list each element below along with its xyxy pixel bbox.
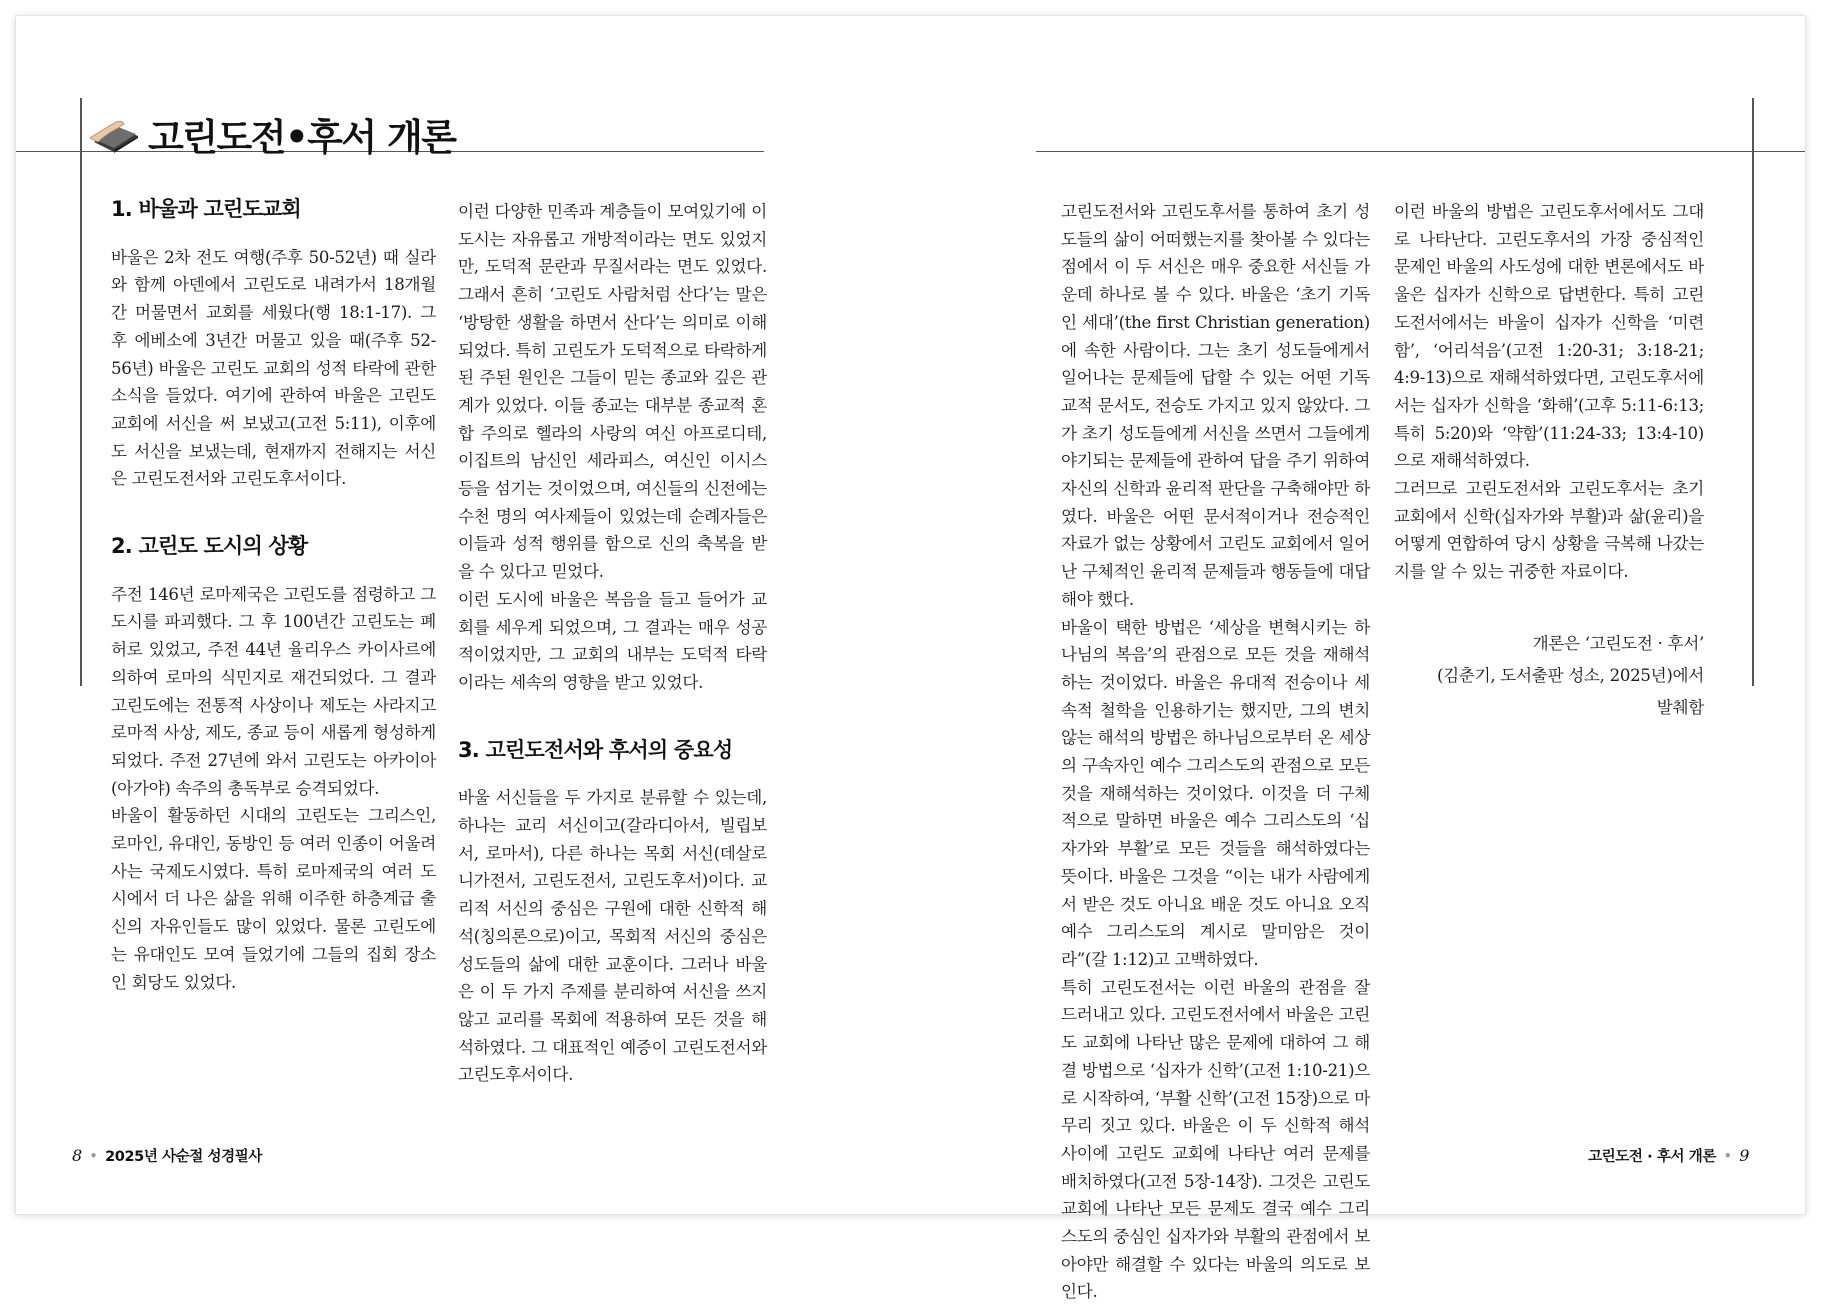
paragraph: 주전 146년 로마제국은 고린도를 점령하고 그 도시를 파괴했다. 그 후 100년간 고린도는 폐허로 있었고, 주전 44년 율리우스 카이사르에 의하여 로마의 식민지로 재건되었다. 그 결과 고린도에는 전통적 사상이나 제도는 사라지고 로마적 사상, 제도, 종교 등이 새롭게 형성하게 되었다. 주전 27년에 와서 고린도는 아카이아(아가야) 속주의 총독부로 승격되었다.	[111, 584, 436, 798]
source-credit	[1394, 628, 1704, 724]
page-title: 고린도전•후서 개론	[148, 116, 456, 159]
left-vertical-rule	[80, 98, 82, 686]
left-footer	[72, 1145, 262, 1166]
title-block	[88, 94, 455, 174]
footer-publication: 2025년 사순절 성경필사	[105, 1149, 262, 1165]
footer-separator: •	[1723, 1148, 1732, 1163]
right-page	[911, 16, 1805, 1302]
page-number: 9	[1739, 1146, 1749, 1165]
section-heading-1: 1. 바울과 고린도교회	[111, 197, 301, 221]
credit-line: (김춘기, 도서출판 성소, 2025년)에서	[1436, 665, 1704, 685]
paragraph: 이런 바울의 방법은 고린도후서에서도 그대로 나타난다. 고린도후서의 가장 중심적인 문제인 바울의 사도성에 대한 변론에서도 바울은 십자가 신학으로 답변한다. 특히 고린도전서에서는 바울이 십자가 신학을 ‘미련함’, ‘어리석음’(고전 1:20-31; 3:18-21; 4:9-13)으로 재해석하였다면, 고린도후서에서는 십자가 신학을 ‘화해’(고후 5:11-6:13; 특히 5:20)와 ‘약함’(11:24-33; 13:4-10)으로 재해석하였다.	[1394, 202, 1704, 471]
paragraph: 이런 다양한 민족과 계층들이 모여있기에 이 도시는 자유롭고 개방적이라는 면도 있었지만, 도덕적 문란과 무질서라는 면도 있었다. 그래서 흔히 ‘고린도 사람처럼 산다’는 말은 ‘방탕한 생활을 하면서 산다’는 의미로 이해되었다. 특히 고린도가 도덕적으로 타락하게 된 주된 원인은 그들이 믿는 종교와 깊은 관계가 있었다. 이들 종교는 대부분 종교적 혼합 주의로 헬라의 사랑의 여신 아프로디테, 이집트의 남신인 세라피스, 여신인 이시스 등을 섬기는 것이었으며, 여신들의 신전에는 수천 명의 여사제들이 있었는데 순례자들은 이들과 성적 행위를 함으로 신의 축복을 받을 수 있다고 믿었다.	[458, 202, 767, 582]
paragraph: 그러므로 고린도전서와 고린도후서는 초기 교회에서 신학(십자가와 부활)과 삶(윤리)을 어떻게 연합하여 당시 상황을 극복해 나갔는지를 알 수 있는 귀중한 자료이다.	[1394, 479, 1704, 582]
right-title-rule	[1036, 151, 1805, 152]
right-column-1	[1061, 198, 1370, 1306]
section-heading-3: 3. 고린도전서와 후서의 중요성	[458, 737, 733, 762]
footer-separator: •	[89, 1148, 98, 1163]
section-heading-2: 2. 고린도 도시의 상황	[111, 534, 308, 559]
paragraph: 바울 서신들을 두 가지로 분류할 수 있는데, 하나는 교리 서신이고(갈라디아서, 빌립보서, 로마서), 다른 하나는 목회 서신(데살로니가전서, 고린도전서, 고린도후서)이다. 교리적 서신의 중심은 구원에 대한 신학적 해석(칭의론으로)이고, 목회적 서신의 중심은 성도들의 삶에 대한 교훈이다. 그러나 바울은 이 두 가지 주제를 분리하여 서신을 쓰지 않고 교리를 목회에 적용하여 모든 것을 해석하였다. 그 대표적인 예증이 고린도전서와 고린도후서이다.	[458, 788, 767, 1085]
page-number: 8	[72, 1146, 82, 1165]
left-column-1	[111, 178, 436, 996]
book-hand-icon	[88, 112, 144, 156]
left-column-2	[458, 198, 767, 1089]
page-spread	[16, 16, 1805, 1302]
right-footer	[1588, 1145, 1749, 1166]
paragraph: 바울이 활동하던 시대의 고린도는 그리스인, 로마인, 유대인, 동방인 등 여러 인종이 어울려 사는 국제도시였다. 특히 로마제국의 여러 도시에서 더 나은 삶을 위해 이주한 하층계급 출신의 자유인들도 많이 있었다. 물론 고린도에는 유대인도 모여 들었기에 그들의 집회 장소인 회당도 있었다.	[111, 806, 436, 992]
right-vertical-rule	[1752, 98, 1754, 686]
paragraph: 특히 고린도전서는 이런 바울의 관점을 잘 드러내고 있다. 고린도전서에서 바울은 고린도 교회에 나타난 많은 문제에 대하여 그 해결 방법으로 ‘십자가 신학’(고전 1:10-21)으로 시작하여, ‘부활 신학’(고전 15장)으로 마무리 짓고 있다. 바울은 이 두 신학적 해석 사이에 고린도 교회에 나타난 여러 문제를 배치하였다(고전 5장-14장). 그것은 고린도 교회에 나타난 모든 문제도 결국 예수 그리스도의 중심인 십자가와 부활의 관점에서 보아야만 해결할 수 있다는 바울의 의도로 보인다.	[1061, 977, 1370, 1302]
paragraph: 바울이 택한 방법은 ‘세상을 변혁시키는 하나님의 복음’의 관점으로 모든 것을 재해석하는 것이었다. 바울은 유대적 전승이나 세속적 철학을 인용하기는 했지만, 그의 변치 않는 해석의 방법은 하나님으로부터 온 세상의 구속자인 예수 그리스도의 관점으로 모든 것을 재해석하는 것이었다. 이것을 더 구체적으로 말하면 바울은 예수 그리스도의 ‘십자가와 부활’로 모든 것들을 해석하였다는 뜻이다. 바울은 그것을 “이는 내가 사람에게서 받은 것도 아니요 배운 것도 아니요 오직 예수 그리스도의 계시로 말미암은 것이라”(갈 1:12)고 고백하였다.	[1061, 617, 1370, 969]
footer-article-title: 고린도전 · 후서 개론	[1588, 1149, 1716, 1165]
paragraph: 고린도전서와 고린도후서를 통하여 초기 성도들의 삶이 어떠했는지를 찾아볼 수 있다는 점에서 이 두 서신은 매우 중요한 서신들 가운데 하나로 볼 수 있다. 바울은 ‘초기 기독인 세대’(the first Christian generation)에 속한 사람이다. 그는 초기 성도들에게서 일어나는 문제들에 답할 수 있는 어떤 기독교적 문서도, 전승도 가지고 있지 않았다. 그가 초기 성도들에게 서신을 쓰면서 그들에게 야기되는 문제들에 관하여 답을 주기 위하여 자신의 신학과 윤리적 판단을 구축해야만 하였다. 바울은 어떤 문서적이거나 전승적인 자료가 없는 상황에서 고린도 교회에서 일어난 구체적인 윤리적 문제들과 행동들에 대답해야 했다.	[1061, 202, 1370, 609]
paragraph: 이런 도시에 바울은 복음을 들고 들어가 교회를 세우게 되었으며, 그 결과는 매우 성공적이었지만, 그 교회의 내부는 도덕적 타락이라는 세속의 영향을 받고 있었다.	[458, 589, 767, 692]
right-column-2	[1394, 198, 1704, 724]
paragraph: 바울은 2차 전도 여행(주후 50-52년) 때 실라와 함께 아덴에서 고린도로 내려가서 18개월간 머물면서 교회를 세웠다(행 18:1-17). 그 후 에베소에 3년간 머물고 있을 때(주후 52-56년) 바울은 고린도 교회의 성적 타락에 관한 소식을 들었다. 여기에 관하여 바울은 고린도 교회에 서신을 써 보냈고(고전 5:11), 이후에도 서신을 보냈는데, 현재까지 전해지는 서신은 고린도전서와 고린도후서이다.	[111, 247, 436, 489]
credit-line: 발췌함	[1656, 697, 1704, 717]
left-page	[16, 16, 910, 1214]
credit-line: 개론은 ‘고린도전 · 후서’	[1532, 633, 1704, 653]
